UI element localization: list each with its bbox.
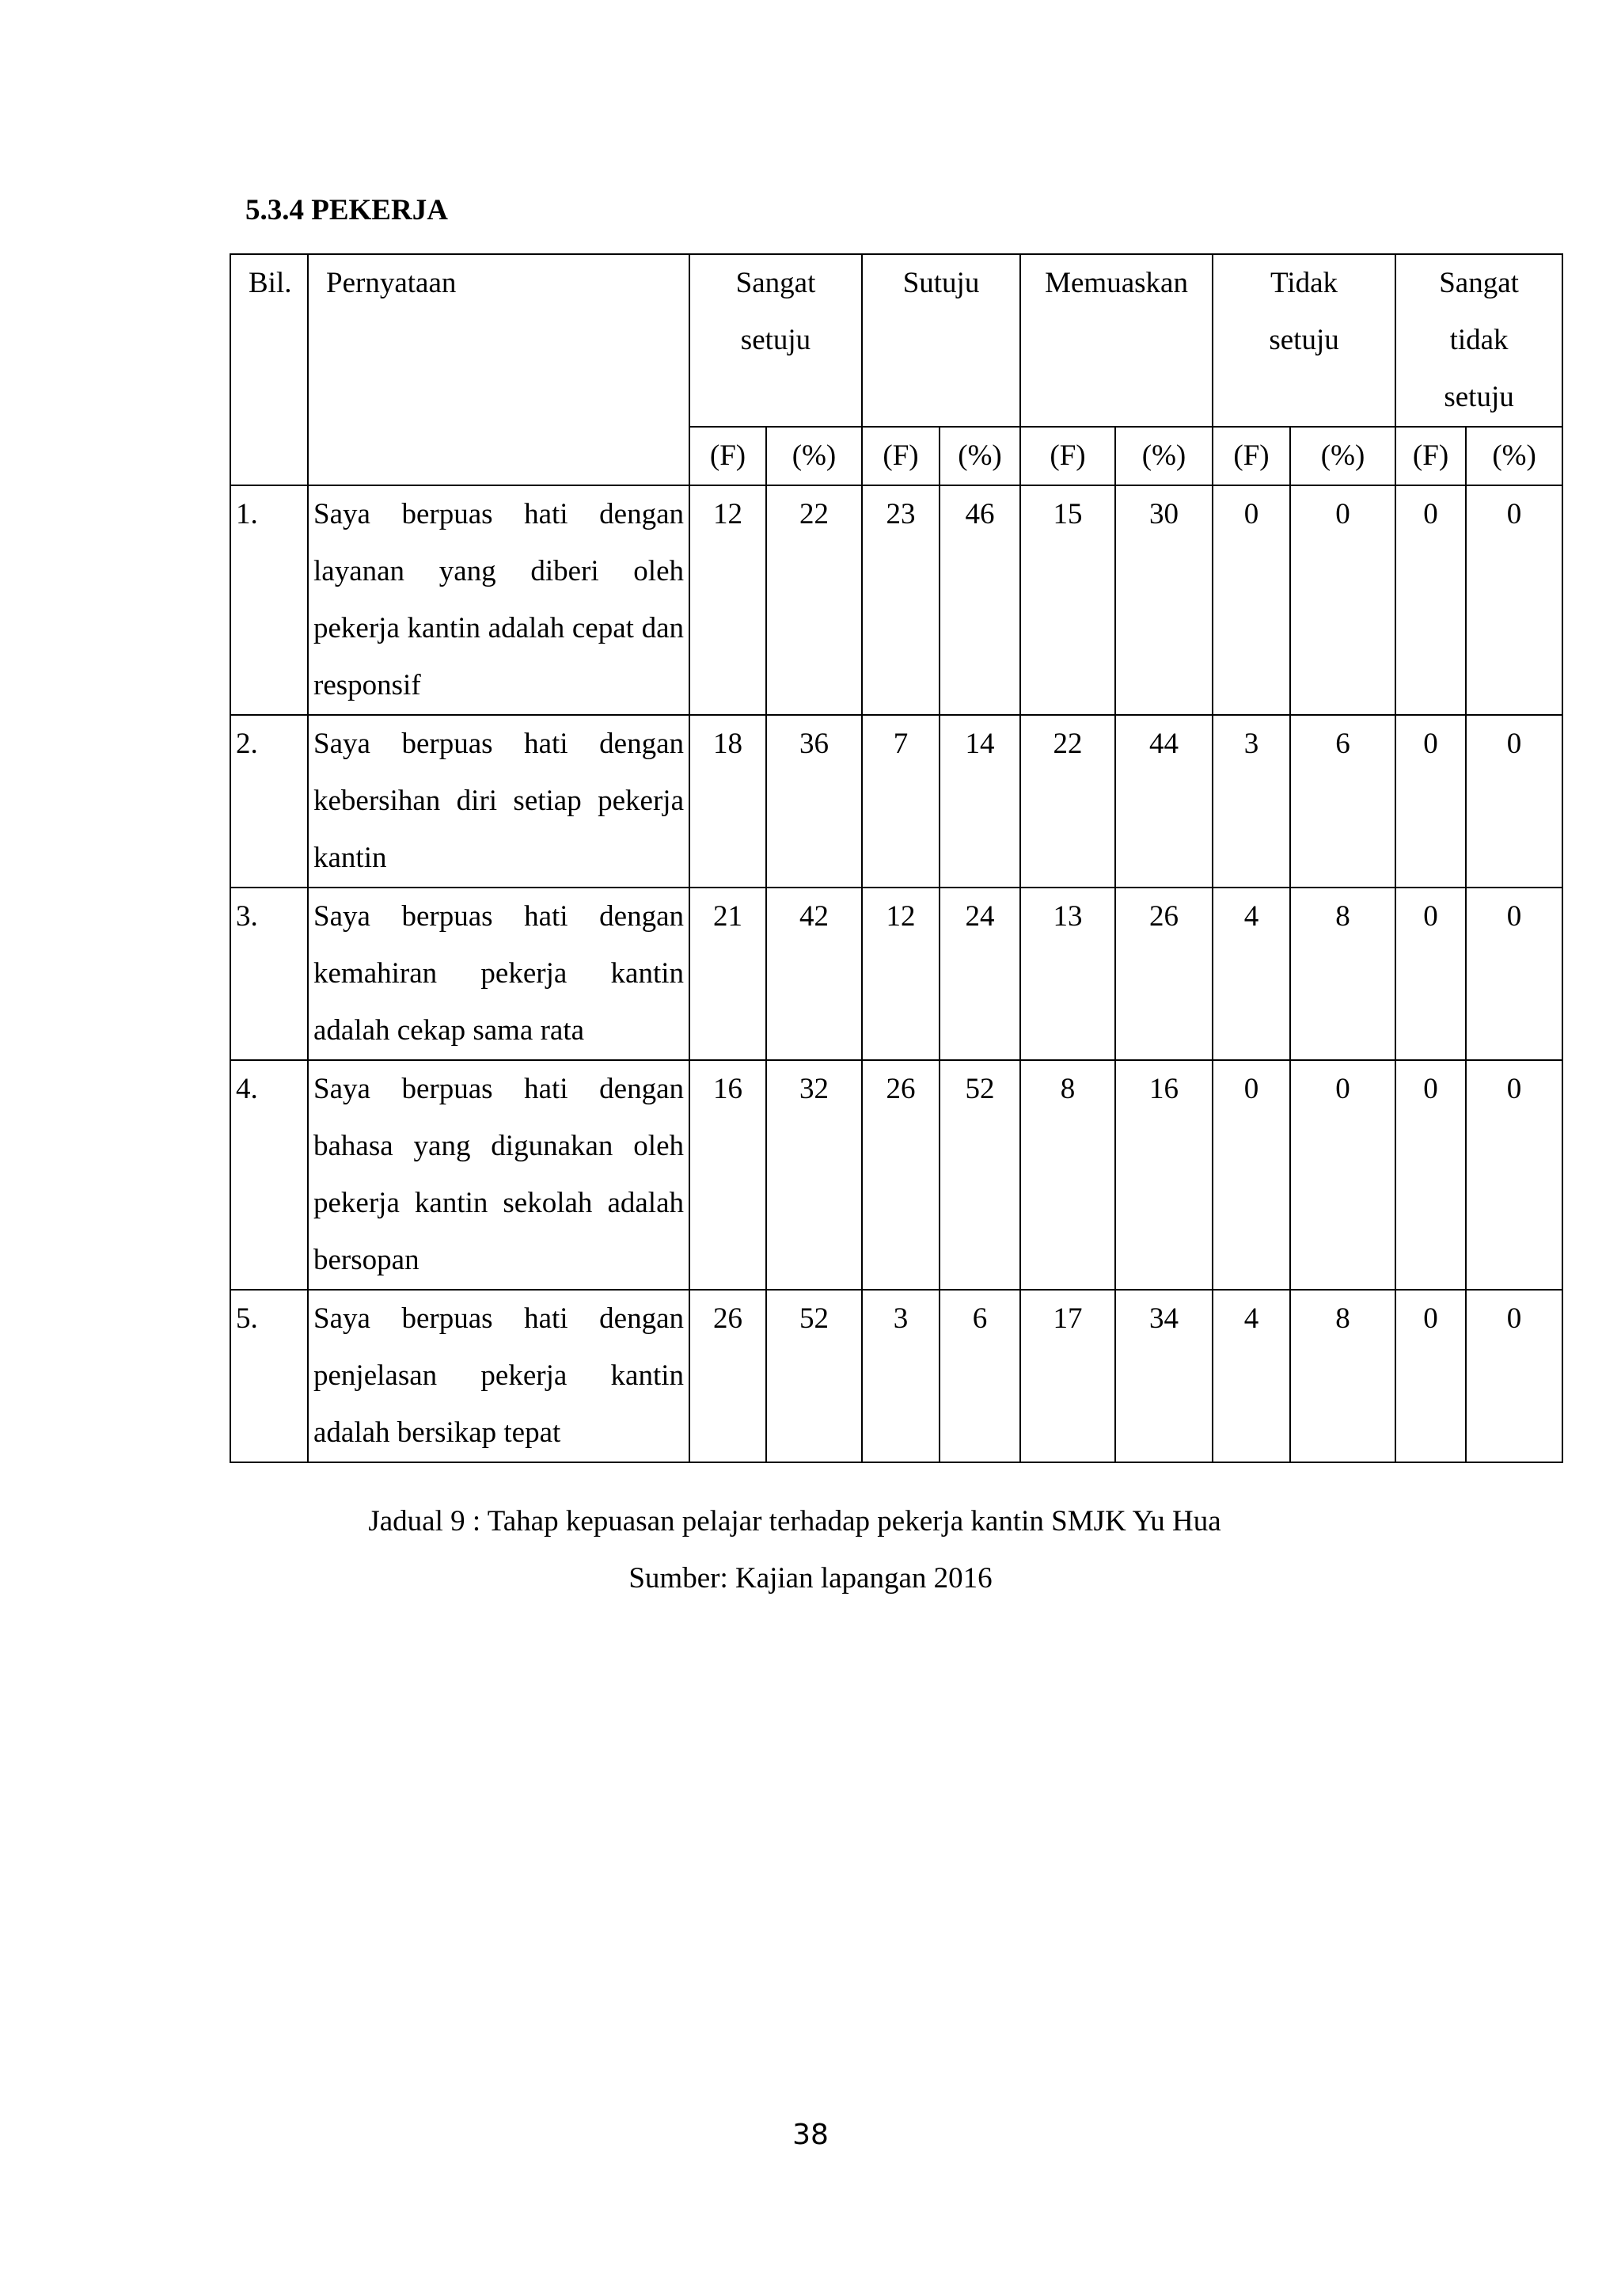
cell-frequency: 0 bbox=[1395, 1060, 1466, 1290]
cell-frequency: 26 bbox=[862, 1060, 940, 1290]
row-number: 5. bbox=[230, 1290, 308, 1462]
cell-frequency: 0 bbox=[1213, 485, 1290, 715]
cell-frequency: 0 bbox=[1395, 1290, 1466, 1462]
row-statement: Saya berpuas hati dengan penjelasan pekerja kantin adalah bersikap tepat bbox=[308, 1290, 689, 1462]
cell-percent: 0 bbox=[1290, 1060, 1395, 1290]
cell-frequency: 0 bbox=[1395, 715, 1466, 888]
cell-percent: 30 bbox=[1115, 485, 1213, 715]
cell-percent: 0 bbox=[1290, 485, 1395, 715]
header-tidak-setuju: Tidak setuju bbox=[1213, 254, 1395, 427]
cell-frequency: 12 bbox=[689, 485, 766, 715]
table-header-row bbox=[230, 254, 1562, 427]
subheader-percent: (%) bbox=[766, 427, 862, 485]
cell-percent: 8 bbox=[1290, 1290, 1395, 1462]
row-statement: Saya berpuas hati dengan kemahiran pekerja kantin adalah cekap sama rata bbox=[308, 888, 689, 1060]
cell-percent: 34 bbox=[1115, 1290, 1213, 1462]
table-source: Sumber: Kajian lapangan 2016 bbox=[628, 1562, 993, 1595]
cell-percent: 0 bbox=[1466, 485, 1562, 715]
cell-frequency: 4 bbox=[1213, 888, 1290, 1060]
cell-frequency: 4 bbox=[1213, 1290, 1290, 1462]
cell-percent: 24 bbox=[940, 888, 1020, 1060]
table-row bbox=[230, 1290, 1562, 1462]
header-sangat-tidak-setuju: Sangat tidak setuju bbox=[1395, 254, 1562, 427]
cell-percent: 42 bbox=[766, 888, 862, 1060]
cell-frequency: 21 bbox=[689, 888, 766, 1060]
cell-percent: 0 bbox=[1466, 1060, 1562, 1290]
subheader-frequency: (F) bbox=[1020, 427, 1115, 485]
table-caption: Jadual 9 : Tahap kepuasan pelajar terhadap pekerja kantin SMJK Yu Hua bbox=[368, 1505, 1221, 1538]
cell-percent: 22 bbox=[766, 485, 862, 715]
cell-percent: 52 bbox=[940, 1060, 1020, 1290]
row-statement: Saya berpuas hati dengan kebersihan diri setiap pekerja kantin bbox=[308, 715, 689, 888]
subheader-frequency: (F) bbox=[1213, 427, 1290, 485]
cell-frequency: 3 bbox=[862, 1290, 940, 1462]
cell-frequency: 23 bbox=[862, 485, 940, 715]
header-pernyataan: Pernyataan bbox=[308, 254, 689, 485]
page-number: 38 bbox=[792, 2119, 829, 2151]
cell-frequency: 0 bbox=[1213, 1060, 1290, 1290]
cell-frequency: 22 bbox=[1020, 715, 1115, 888]
table-row bbox=[230, 715, 1562, 888]
subheader-percent: (%) bbox=[1466, 427, 1562, 485]
cell-percent: 0 bbox=[1466, 888, 1562, 1060]
subheader-frequency: (F) bbox=[1395, 427, 1466, 485]
cell-percent: 46 bbox=[940, 485, 1020, 715]
table-row bbox=[230, 1060, 1562, 1290]
header-sutuju: Sutuju bbox=[862, 254, 1020, 427]
cell-frequency: 18 bbox=[689, 715, 766, 888]
cell-percent: 6 bbox=[1290, 715, 1395, 888]
cell-percent: 32 bbox=[766, 1060, 862, 1290]
table-row bbox=[230, 485, 1562, 715]
cell-percent: 36 bbox=[766, 715, 862, 888]
row-number: 1. bbox=[230, 485, 308, 715]
subheader-percent: (%) bbox=[940, 427, 1020, 485]
subheader-percent: (%) bbox=[1290, 427, 1395, 485]
row-statement: Saya berpuas hati dengan bahasa yang digunakan oleh pekerja kantin sekolah adalah bersopan bbox=[308, 1060, 689, 1290]
cell-frequency: 0 bbox=[1395, 888, 1466, 1060]
cell-percent: 6 bbox=[940, 1290, 1020, 1462]
row-statement: Saya berpuas hati dengan layanan yang diberi oleh pekerja kantin adalah cepat dan responsif bbox=[308, 485, 689, 715]
cell-percent: 8 bbox=[1290, 888, 1395, 1060]
cell-frequency: 7 bbox=[862, 715, 940, 888]
cell-percent: 44 bbox=[1115, 715, 1213, 888]
cell-frequency: 0 bbox=[1395, 485, 1466, 715]
cell-frequency: 8 bbox=[1020, 1060, 1115, 1290]
cell-frequency: 12 bbox=[862, 888, 940, 1060]
row-number: 4. bbox=[230, 1060, 308, 1290]
subheader-frequency: (F) bbox=[689, 427, 766, 485]
header-bil: Bil. bbox=[230, 254, 308, 485]
cell-percent: 52 bbox=[766, 1290, 862, 1462]
row-number: 3. bbox=[230, 888, 308, 1060]
header-memuaskan: Memuaskan bbox=[1020, 254, 1213, 427]
subheader-frequency: (F) bbox=[862, 427, 940, 485]
cell-frequency: 13 bbox=[1020, 888, 1115, 1060]
cell-frequency: 16 bbox=[689, 1060, 766, 1290]
survey-table bbox=[230, 253, 1563, 1463]
table-row bbox=[230, 888, 1562, 1060]
section-heading: 5.3.4 PEKERJA bbox=[245, 194, 448, 226]
cell-percent: 16 bbox=[1115, 1060, 1213, 1290]
cell-frequency: 3 bbox=[1213, 715, 1290, 888]
cell-percent: 14 bbox=[940, 715, 1020, 888]
cell-frequency: 26 bbox=[689, 1290, 766, 1462]
subheader-percent: (%) bbox=[1115, 427, 1213, 485]
table-body bbox=[230, 485, 1562, 1462]
cell-frequency: 15 bbox=[1020, 485, 1115, 715]
cell-percent: 0 bbox=[1466, 715, 1562, 888]
cell-frequency: 17 bbox=[1020, 1290, 1115, 1462]
header-sangat-setuju: Sangat setuju bbox=[689, 254, 862, 427]
row-number: 2. bbox=[230, 715, 308, 888]
cell-percent: 26 bbox=[1115, 888, 1213, 1060]
cell-percent: 0 bbox=[1466, 1290, 1562, 1462]
